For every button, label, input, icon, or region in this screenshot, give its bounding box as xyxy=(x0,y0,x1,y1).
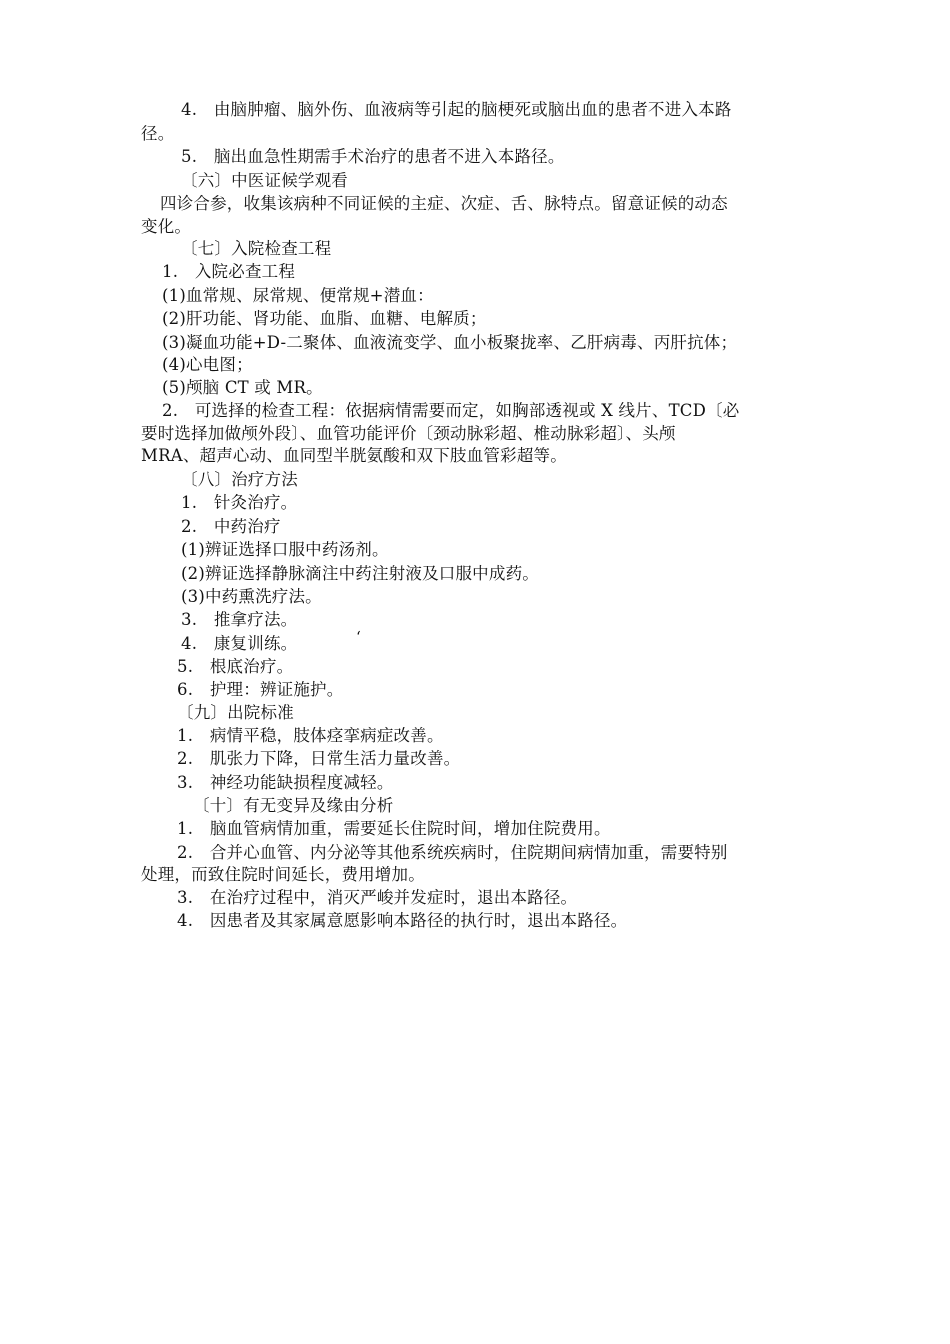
section-heading-7: 〔七〕入院检查工程 xyxy=(181,239,332,258)
section-heading-10: 〔十〕有无变异及缘由分析 xyxy=(193,796,394,815)
treatment-item-5: 5. 根底治疗。 xyxy=(177,657,294,676)
exam-subitem-1: (1)血常规、尿常规、便常规+潜血： xyxy=(162,286,434,305)
section-heading-9: 〔九〕出院标准 xyxy=(177,703,294,722)
treatment-item-4: 4. 康复训练。 xyxy=(181,634,298,653)
exam-item-2-cont-2: MRA、超声心动、血同型半胱氨酸和双下肢血管彩超等。 xyxy=(141,446,567,465)
exclusion-item-4: 4. 由脑肿瘤、脑外伤、血液病等引起的脑梗死或脑出血的患者不进入本路 xyxy=(181,100,732,119)
variation-item-4: 4. 因患者及其家属意愿影响本路径的执行时，退出本路径。 xyxy=(177,911,628,930)
variation-item-3: 3. 在治疗过程中，消灭严峻并发症时，退出本路径。 xyxy=(177,888,578,907)
variation-item-2-cont: 处理，而致住院时间延长，费用增加。 xyxy=(141,865,425,884)
exclusion-item-4-cont: 径。 xyxy=(141,124,175,143)
exam-item-2: 2. 可选择的检查工程：依据病情需要而定，如胸部透视或 X 线片、TCD〔必 xyxy=(162,401,740,420)
exam-item-1: 1. 入院必查工程 xyxy=(162,262,296,281)
discharge-item-3: 3. 神经功能缺损程度减轻。 xyxy=(177,773,394,792)
exam-subitem-3: (3)凝血功能+D-二聚体、血液流变学、血小板聚拢率、乙肝病毒、丙肝抗体； xyxy=(162,333,738,352)
treatment-item-3: 3. 推拿疗法。 xyxy=(181,610,298,629)
discharge-item-1: 1. 病情平稳，肢体痉挛病症改善。 xyxy=(177,726,444,745)
paragraph-tcm: 四诊合参，收集该病种不同证候的主症、次症、舌、脉特点。留意证候的动态 xyxy=(160,194,728,213)
exam-item-2-cont-1: 要时选择加做颅外段〕、血管功能评价〔颈动脉彩超、椎动脉彩超〕、头颅 xyxy=(141,424,676,443)
paragraph-tcm-cont: 变化。 xyxy=(141,217,192,236)
exam-subitem-4: (4)心电图； xyxy=(162,355,253,374)
exam-subitem-5: (5)颅脑 CT 或 MR。 xyxy=(162,378,323,397)
treatment-subitem-2: (2)辨证选择静脉滴注中药注射液及口服中成药。 xyxy=(181,564,539,583)
treatment-item-6: 6. 护理：辨证施护。 xyxy=(177,680,344,699)
treatment-subitem-1: (1)辨证选择口服中药汤剂。 xyxy=(181,540,389,559)
treatment-subitem-3: (3)中药熏洗疗法。 xyxy=(181,587,322,606)
discharge-item-2: 2. 肌张力下降，日常生活力量改善。 xyxy=(177,749,461,768)
exam-subitem-2: (2)肝功能、肾功能、血脂、血糖、电解质； xyxy=(162,309,487,328)
variation-item-2: 2. 合并心血管、内分泌等其他系统疾病时，住院期间病情加重，需要特别 xyxy=(177,843,728,862)
stray-quote-mark: ‘ xyxy=(356,628,361,646)
treatment-item-2: 2. 中药治疗 xyxy=(181,517,281,536)
section-heading-8: 〔八〕治疗方法 xyxy=(181,470,298,489)
treatment-item-1: 1. 针灸治疗。 xyxy=(181,493,298,512)
exclusion-item-5: 5. 脑出血急性期需手术治疗的患者不进入本路径。 xyxy=(181,147,565,166)
variation-item-1: 1. 脑血管病情加重，需要延长住院时间，增加住院费用。 xyxy=(177,819,611,838)
section-heading-6: 〔六〕中医证候学观看 xyxy=(181,171,348,190)
